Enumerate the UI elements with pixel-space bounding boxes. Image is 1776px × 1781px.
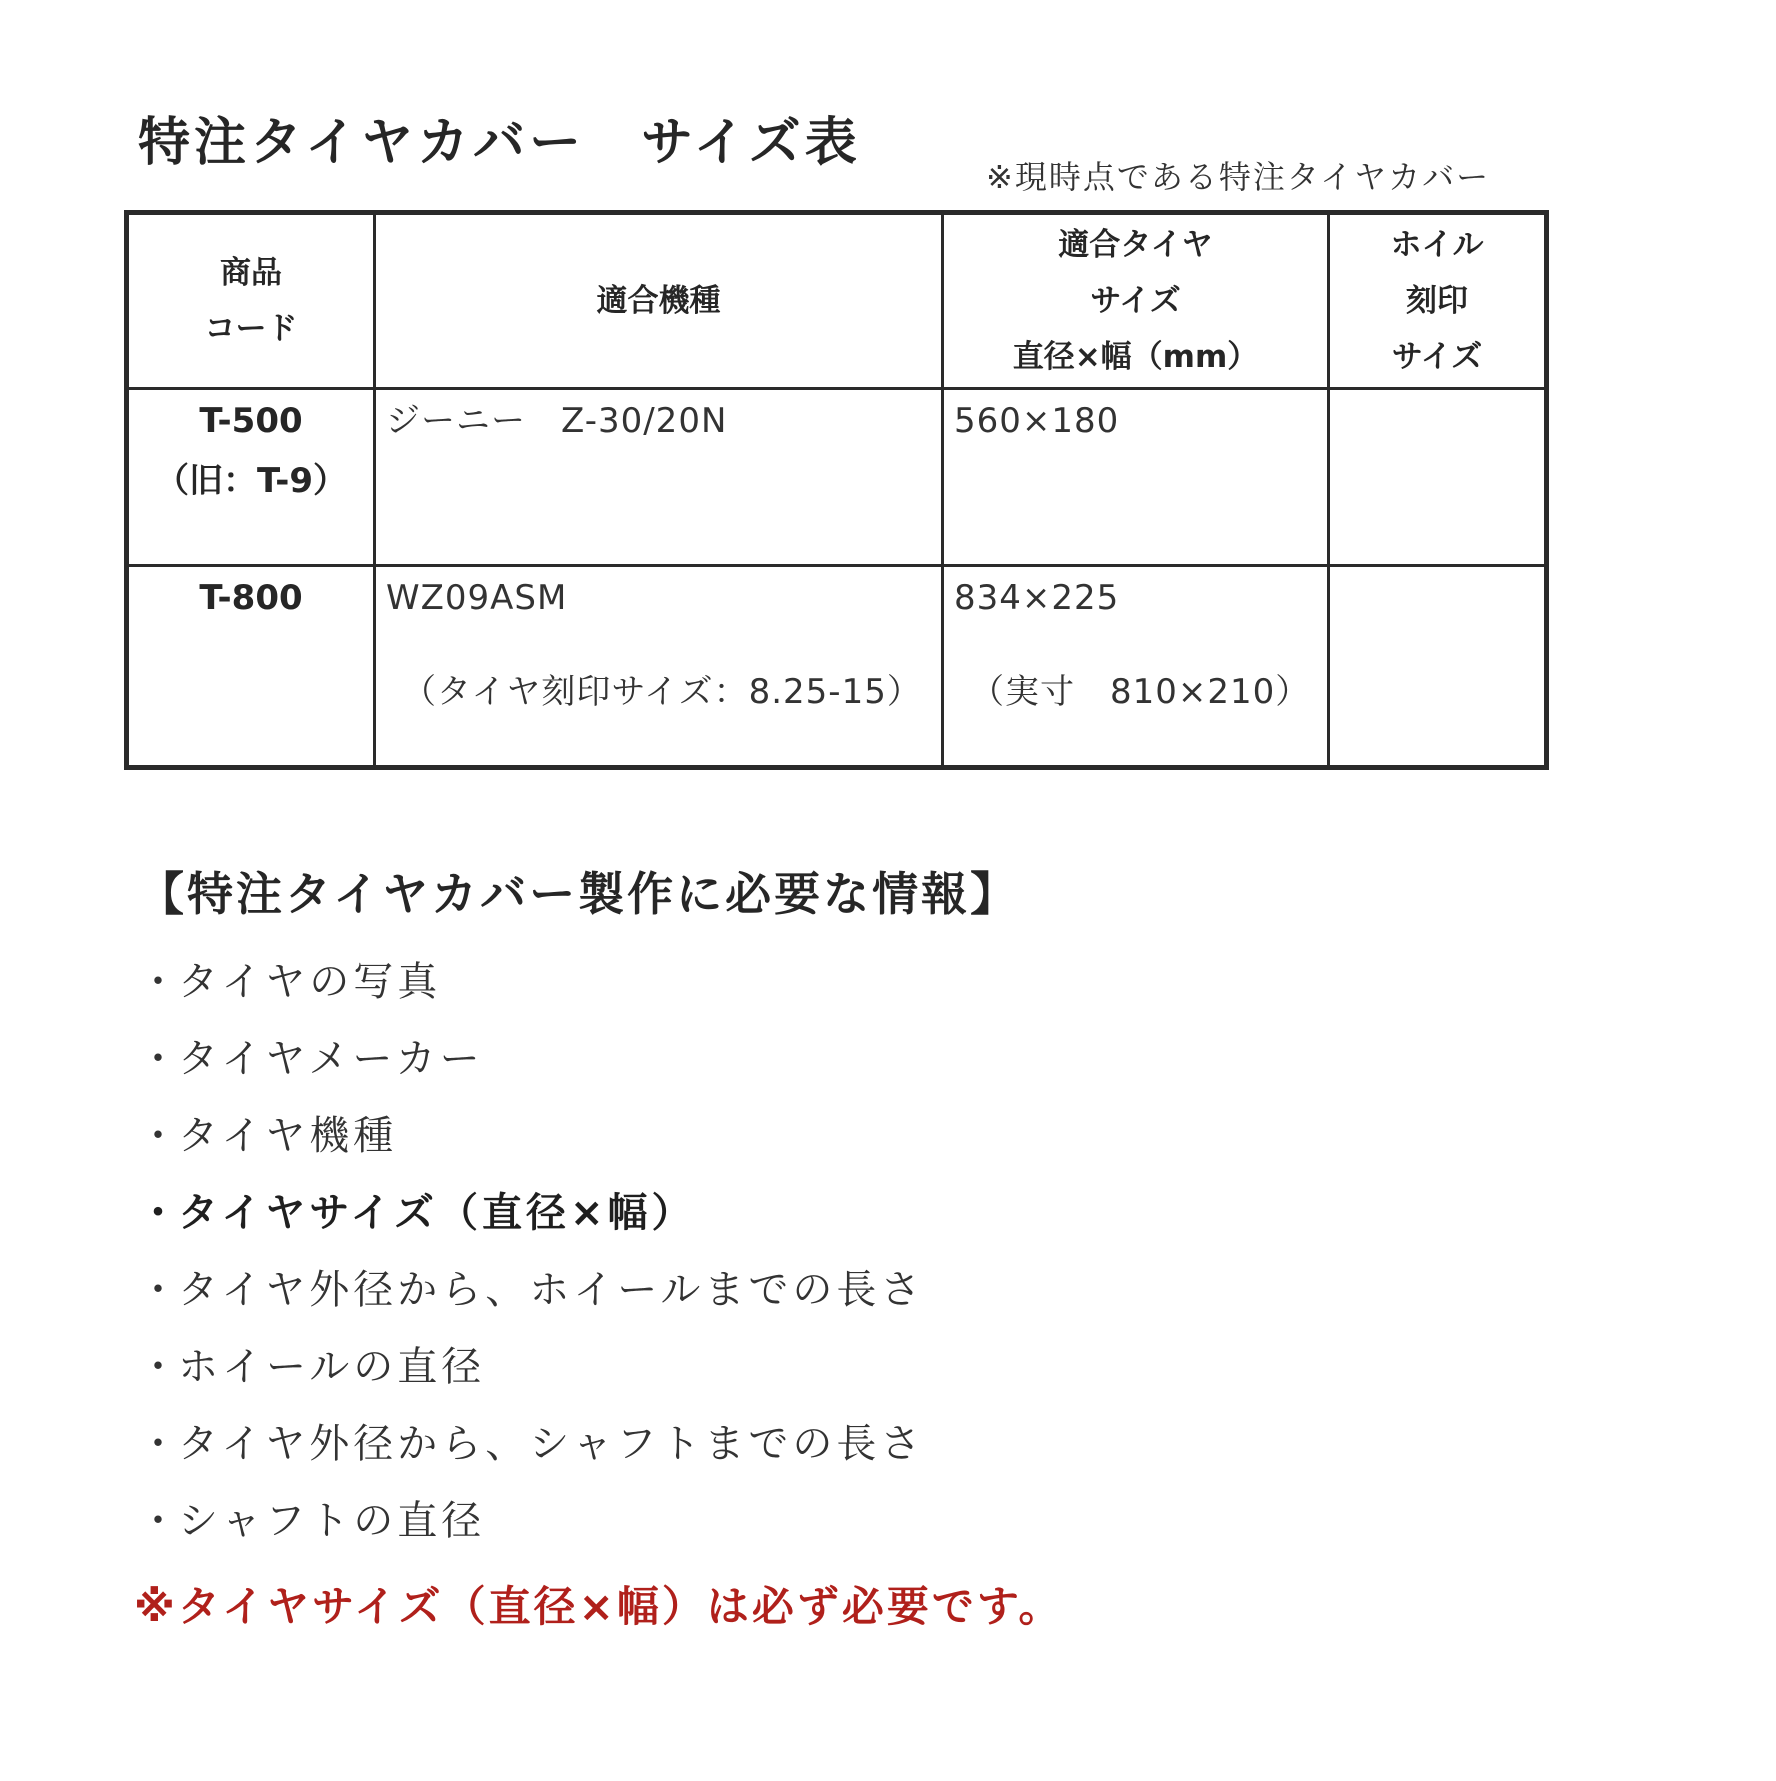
list-item (138, 1414, 924, 1491)
bullet: ・ (138, 1498, 182, 1544)
header-text: コード (204, 311, 298, 347)
header-text: 直径×幅（mm） (1012, 339, 1259, 375)
header-compatible-models (375, 213, 943, 389)
required-info-heading: 【特注タイヤカバー製作に必要な情報】 (138, 867, 1020, 921)
list-item-text: タイヤ機種 (178, 1113, 398, 1159)
header-text: 商品 (220, 255, 282, 291)
header-text: 刻印 (1406, 283, 1468, 319)
compatible-models-cell (375, 389, 943, 566)
list-item-text: タイヤサイズ（直径×幅） (178, 1190, 696, 1236)
table-header-row (127, 213, 1547, 389)
list-item (138, 1337, 924, 1414)
required-warning: ※タイヤサイズ（直径×幅）は必ず必要です。 (134, 1582, 1064, 1631)
list-item (138, 952, 924, 1029)
header-tire-size (943, 213, 1329, 389)
actual-size: （実寸 810×210） (970, 672, 1311, 712)
availability-note: ※現時点である特注タイヤカバー (986, 158, 1491, 196)
compatible-model: WZ09ASM (386, 578, 568, 618)
list-item (138, 1029, 924, 1106)
tire-size: 560×180 (954, 401, 1120, 441)
header-text: サイズ (1090, 283, 1181, 319)
tire-size-cell (943, 389, 1329, 566)
header-wheel-size (1329, 213, 1547, 389)
product-code: T-500 (199, 401, 303, 441)
wheel-size-cell (1329, 389, 1547, 566)
product-code-cell (127, 389, 375, 566)
bullet: ・ (138, 959, 182, 1005)
bullet: ・ (138, 1421, 182, 1467)
product-code: T-800 (199, 578, 303, 618)
list-item-text: タイヤ外径から、ホイールまでの長さ (178, 1267, 925, 1313)
header-text: 適合機種 (596, 283, 721, 319)
list-item (138, 1491, 924, 1568)
header-product-code (127, 213, 375, 389)
list-item-text: タイヤ外径から、シャフトまでの長さ (178, 1421, 925, 1467)
table-row (127, 566, 1547, 768)
compatible-models-cell (375, 566, 943, 768)
compatible-model: ジーニー Z-30/20N (386, 401, 728, 441)
list-item-text: シャフトの直径 (178, 1498, 486, 1544)
tire-size: 834×225 (954, 578, 1120, 618)
bullet: ・ (138, 1036, 182, 1082)
header-text: サイズ (1391, 339, 1483, 375)
table-row (127, 389, 1547, 566)
list-item (138, 1106, 924, 1183)
list-item-text: ホイールの直径 (178, 1344, 486, 1390)
header-text: 適合タイヤ (1058, 227, 1213, 263)
old-product-code: （旧：T-9） (155, 461, 347, 501)
bullet: ・ (138, 1344, 182, 1390)
size-table (124, 210, 1549, 770)
page-title: 特注タイヤカバー サイズ表 (138, 113, 861, 173)
list-item-emphasized (138, 1183, 924, 1260)
bullet: ・ (138, 1190, 182, 1236)
list-item (138, 1260, 924, 1337)
list-item-text: タイヤメーカー (178, 1036, 484, 1082)
bullet: ・ (138, 1267, 182, 1313)
tire-stamp-size: （タイヤ刻印サイズ：8.25-15） (402, 672, 922, 712)
bullet: ・ (138, 1113, 182, 1159)
product-code-cell (127, 566, 375, 768)
header-text: ホイル (1390, 227, 1484, 263)
tire-size-cell (943, 566, 1329, 768)
required-info-list (138, 952, 924, 1568)
list-item-text: タイヤの写真 (178, 959, 442, 1005)
wheel-size-cell (1329, 566, 1547, 768)
